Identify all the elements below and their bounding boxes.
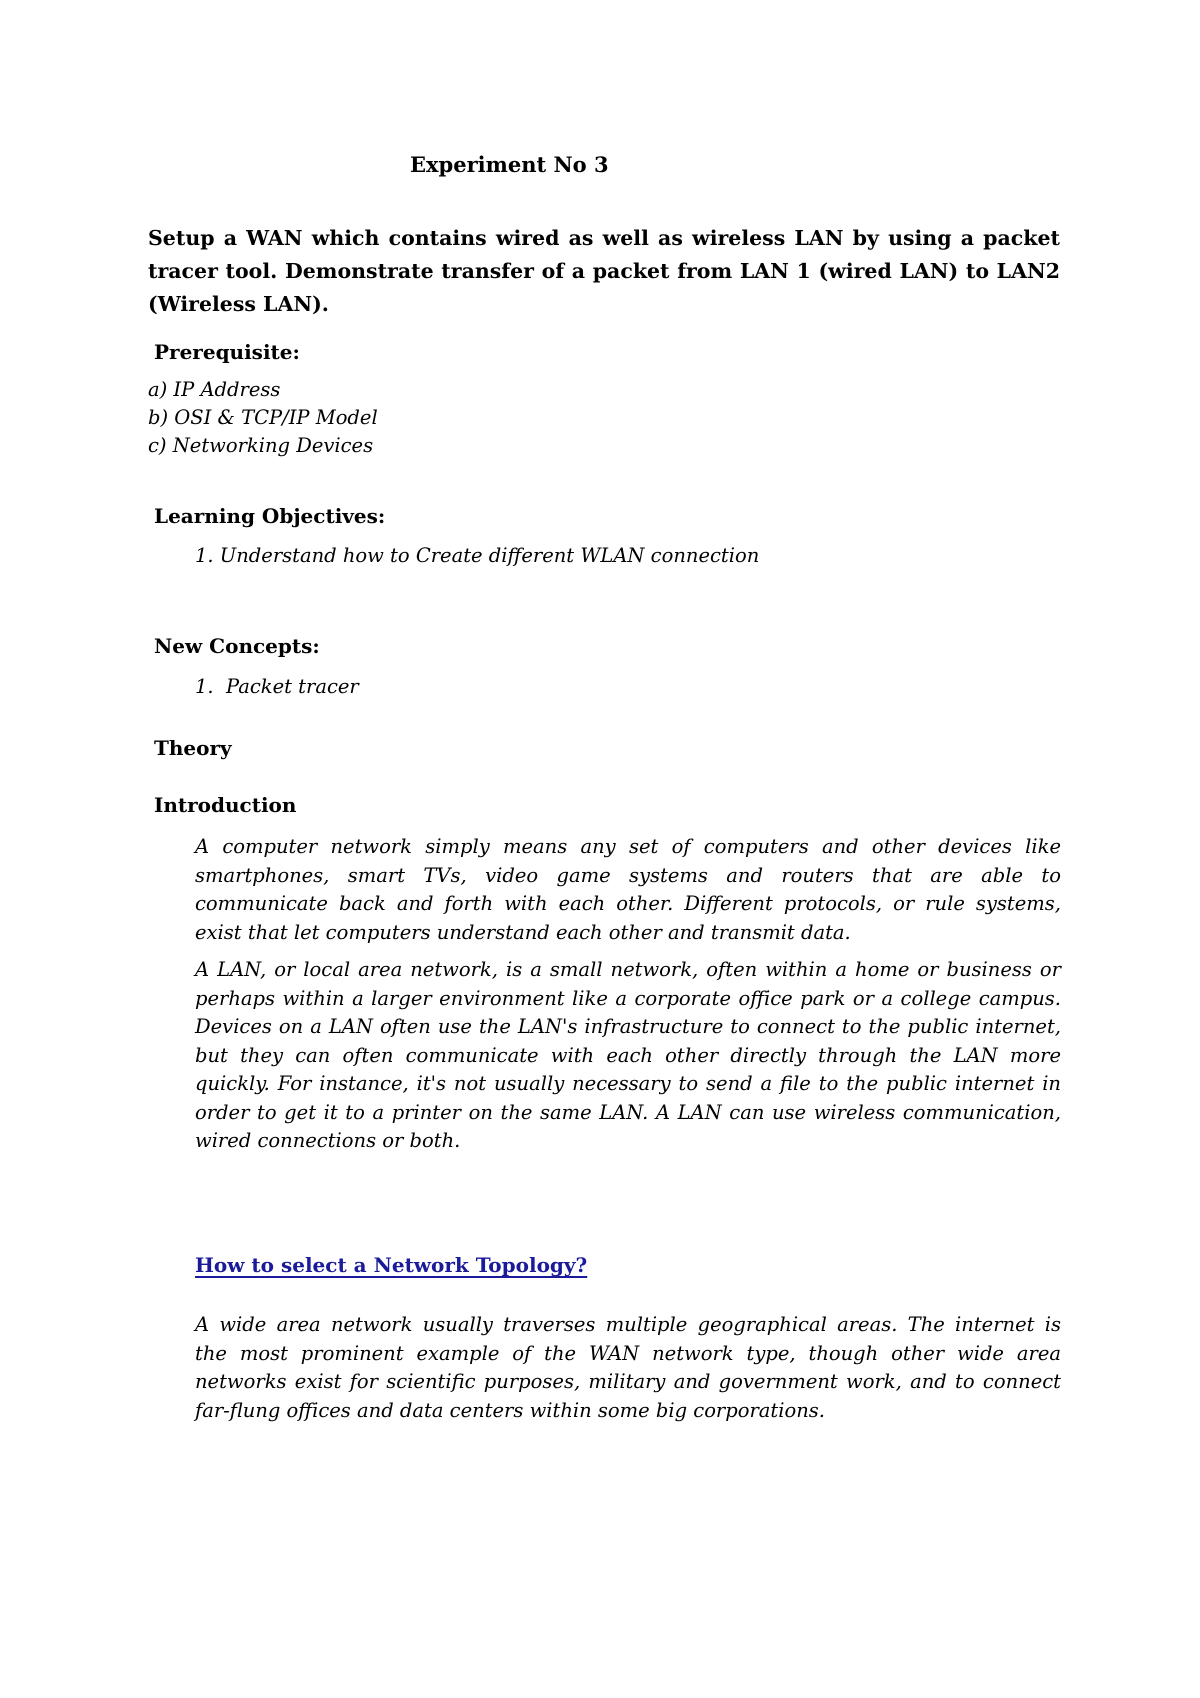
page-title: Experiment No 3	[410, 152, 609, 177]
wan-paragraph	[195, 1311, 1061, 1425]
list-item: a) IP Address	[148, 378, 281, 401]
paragraph-line: A LAN, or local area network, is a small network, often within a home or business or	[195, 958, 1061, 981]
paragraph-line: perhaps within a larger environment like a corporate office park or a college campus.	[195, 986, 1061, 1010]
aim-line: Setup a WAN which contains wired as well as wireless LAN by using a packet	[148, 226, 1060, 250]
paragraph-line: but they can often communicate with each other directly through the LAN more	[195, 1043, 1061, 1067]
paragraph-line: networks exist for scientific purposes, military and government work, and to connect	[195, 1370, 1061, 1393]
introduction-heading: Introduction	[154, 793, 297, 817]
paragraph-line: communicate back and forth with each other. Different protocols, or rule systems,	[195, 892, 1061, 915]
paragraph-line: wired connections or both.	[195, 1129, 461, 1152]
list-item: b) OSI & TCP/IP Model	[148, 406, 378, 429]
list-item: c) Networking Devices	[148, 434, 374, 457]
paragraph-line: far-flung offices and data centers within some big corporations.	[195, 1398, 825, 1422]
aim-line: (Wireless LAN).	[148, 292, 329, 316]
prerequisite-heading: Prerequisite:	[154, 340, 300, 364]
new-concepts-heading: New Concepts:	[154, 634, 320, 658]
paragraph-line: exist that let computers understand each other and transmit data.	[195, 920, 851, 944]
aim-statement	[148, 222, 1060, 321]
learning-objectives-heading: Learning Objectives:	[154, 504, 386, 528]
intro-paragraph	[195, 833, 1061, 947]
list-item: 1. Understand how to Create different WLAN connection	[195, 544, 760, 567]
network-topology-link[interactable]: How to select a Network Topology?	[195, 1253, 588, 1277]
paragraph-line: quickly. For instance, it's not usually necessary to send a file to the public internet in	[195, 1072, 1061, 1095]
prerequisite-list	[148, 376, 378, 460]
theory-heading: Theory	[154, 736, 232, 760]
paragraph-line: the most prominent example of the WAN network type, though other wide area	[195, 1341, 1061, 1365]
paragraph-line: order to get it to a printer on the same LAN. A LAN can use wireless communication,	[195, 1100, 1061, 1124]
paragraph-line: A computer network simply means any set of computers and other devices like	[195, 835, 1061, 858]
paragraph-line: Devices on a LAN often use the LAN's infrastructure to connect to the public internet,	[195, 1015, 1061, 1038]
paragraph-line: A wide area network usually traverses multiple geographical areas. The internet is	[195, 1313, 1061, 1336]
list-item: 1. Packet tracer	[195, 675, 359, 698]
paragraph-line: smartphones, smart TVs, video game systems and routers that are able to	[195, 863, 1061, 887]
lan-paragraph	[195, 956, 1061, 1156]
aim-line: tracer tool. Demonstrate transfer of a packet from LAN 1 (wired LAN) to LAN2	[148, 259, 1060, 283]
